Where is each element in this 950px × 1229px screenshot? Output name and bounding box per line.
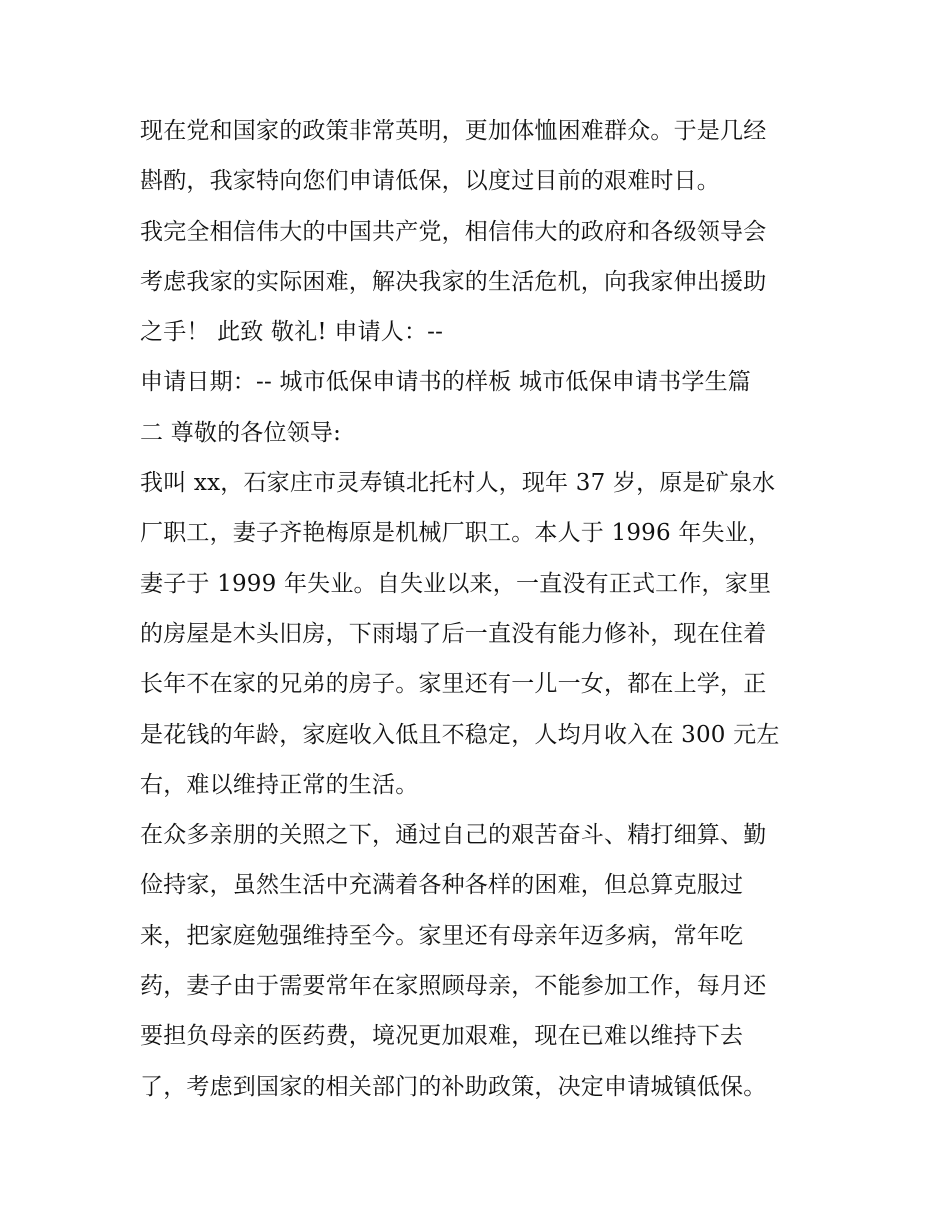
text-line: 药，妻子由于需要常年在家照顾母亲，不能参加工作，每月还 xyxy=(140,973,767,1000)
text-line: 申请日期：-- 城市低保申请书的样板 城市低保申请书学生篇 xyxy=(140,369,751,396)
text-line: 斟酌，我家特向您们申请低保，以度过目前的艰难时日。 xyxy=(140,168,720,195)
text-line: 我完全相信伟大的中国共产党，相信伟大的政府和各级领导会 xyxy=(140,218,767,245)
text-line: 长年不在家的兄弟的房子。家里还有一儿一女，都在上学，正 xyxy=(140,671,767,698)
text-line: 了，考虑到国家的相关部门的补助政策，决定申请城镇低保。 xyxy=(140,1073,767,1100)
text-line: 之手！ 此致 敬礼! 申请人：-- xyxy=(140,319,444,346)
text-line: 我叫 xx，石家庄市灵寿镇北托村人，现年 37 岁，原是矿泉水 xyxy=(140,470,776,497)
text-line: 考虑我家的实际困难，解决我家的生活危机，向我家伸出援助 xyxy=(140,268,767,295)
text-line: 厂职工，妻子齐艳梅原是机械厂职工。本人于 1996 年失业， xyxy=(140,520,772,547)
text-line: 二 尊敬的各位领导: xyxy=(140,419,342,446)
text-line: 现在党和国家的政策非常英明，更加体恤困难群众。于是几经 xyxy=(140,118,767,144)
text-line: 妻子于 1999 年失业。自失业以来，一直没有正式工作，家里 xyxy=(140,570,772,597)
text-line: 在众多亲朋的关照之下，通过自己的艰苦奋斗、精打细算、勤 xyxy=(140,822,767,849)
text-line: 右，难以维持正常的生活。 xyxy=(140,771,419,798)
text-line: 来，把家庭勉强维持至今。家里还有母亲年迈多病，常年吃 xyxy=(140,922,744,949)
text-line: 的房屋是木头旧房，下雨塌了后一直没有能力修补，现在住着 xyxy=(140,620,767,647)
text-line: 是花钱的年龄，家庭收入低且不稳定，人均月收入在 300 元左 xyxy=(140,721,780,748)
text-line: 要担负母亲的医药费，境况更加艰难，现在已难以维持下去 xyxy=(140,1023,744,1050)
body-text xyxy=(140,106,820,1112)
text-line: 俭持家，虽然生活中充满着各种各样的困难，但总算克服过 xyxy=(140,872,744,899)
